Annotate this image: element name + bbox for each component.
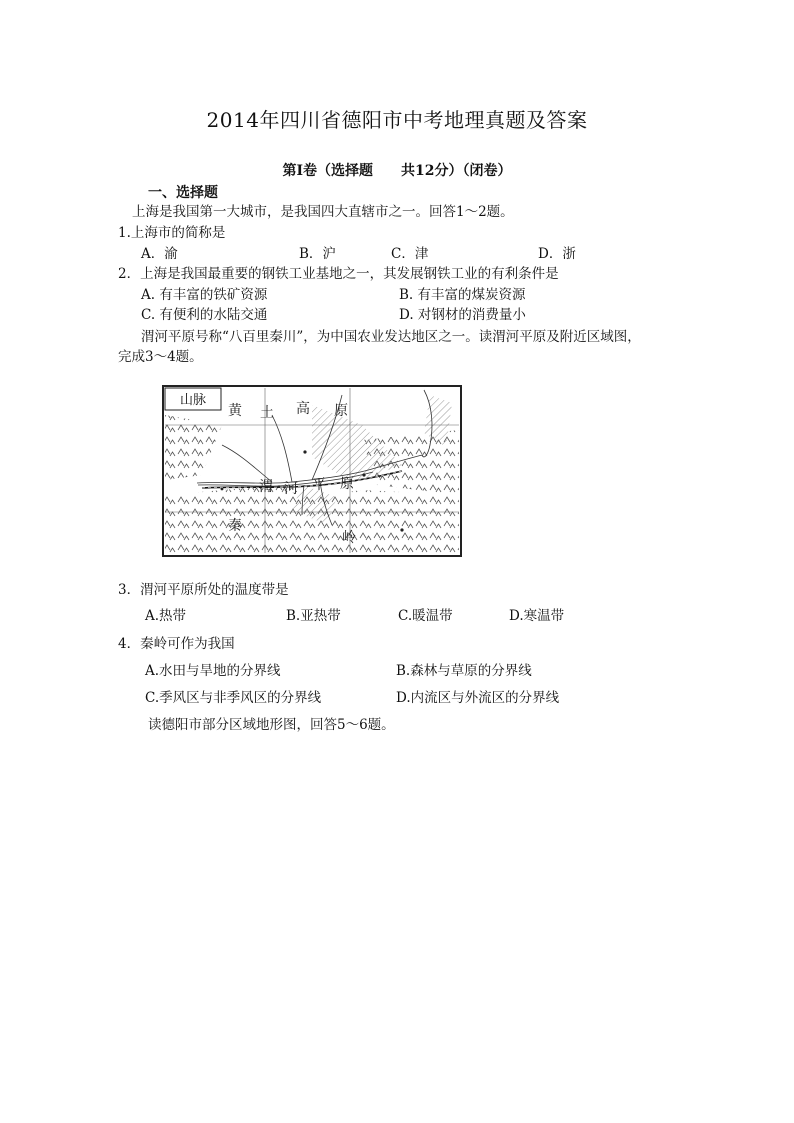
q1-option-a: A．渝 bbox=[141, 246, 178, 262]
map-label-ling: 岭 bbox=[342, 530, 356, 546]
q2-option-c: C. 有便利的水陆交通 bbox=[141, 307, 268, 323]
q3-stem: 3．渭河平原所处的温度带是 bbox=[118, 582, 289, 598]
q4-option-b: B.森林与草原的分界线 bbox=[396, 663, 532, 679]
map-label-huang: 黄 bbox=[228, 403, 242, 419]
intro-deyang-map: 读德阳市部分区域地形图，回答5～6题。 bbox=[148, 717, 395, 733]
q4-option-d: D.内流区与外流区的分界线 bbox=[396, 690, 560, 706]
map-label-tu: 土 bbox=[260, 405, 274, 421]
q1-option-c: C．津 bbox=[391, 246, 429, 262]
q4-stem: 4．秦岭可作为我国 bbox=[118, 636, 235, 652]
q2-option-a: A. 有丰富的铁矿资源 bbox=[141, 287, 268, 303]
intro-weihe-line2: 完成3～4题。 bbox=[118, 349, 203, 365]
q3-option-d: D.寒温带 bbox=[509, 608, 565, 624]
weihe-plain-map bbox=[162, 385, 462, 557]
document-title: 2014年四川省德阳市中考地理真题及答案 bbox=[206, 108, 588, 132]
part-title: 第Ⅰ卷（选择题 共12分）（闭卷） bbox=[282, 163, 512, 179]
map-label-gao: 高 bbox=[296, 401, 310, 417]
q2-option-d: D. 对钢材的消费量小 bbox=[399, 307, 526, 323]
intro-shanghai: 上海是我国第一大城市，是我国四大直辖市之一。回答1～2题。 bbox=[132, 204, 514, 220]
q1-option-b: B．沪 bbox=[299, 246, 336, 262]
intro-weihe-line1: 渭河平原号称“八百里秦川”，为中国农业发达地区之一。读渭河平原及附近区域图， bbox=[141, 329, 641, 345]
map-legend-label: 山脉 bbox=[179, 393, 207, 408]
q2-option-b: B. 有丰富的煤炭资源 bbox=[399, 287, 526, 303]
q2-stem: 2．上海是我国最重要的钢铁工业基地之一，其发展钢铁工业的有利条件是 bbox=[118, 266, 559, 282]
q1-option-d: D．浙 bbox=[538, 246, 576, 262]
q3-option-c: C.暖温带 bbox=[398, 608, 453, 624]
map-label-wei: 渭 bbox=[259, 479, 273, 495]
map-label-yuan: 原 bbox=[334, 403, 348, 419]
map-label-ping: 平 bbox=[312, 477, 326, 493]
q3-option-b: B.亚热带 bbox=[286, 608, 341, 624]
map-label-yuan2: 原 bbox=[340, 476, 354, 492]
map-label-he: 河 bbox=[284, 481, 298, 497]
q4-option-a: A.水田与旱地的分界线 bbox=[145, 663, 281, 679]
q3-option-a: A.热带 bbox=[145, 608, 187, 624]
q1-stem: 1.上海市的简称是 bbox=[118, 225, 226, 241]
map-label-qin: 秦 bbox=[228, 518, 242, 534]
section-heading: 一、选择题 bbox=[148, 185, 218, 201]
q4-option-c: C.季风区与非季风区的分界线 bbox=[145, 690, 322, 706]
